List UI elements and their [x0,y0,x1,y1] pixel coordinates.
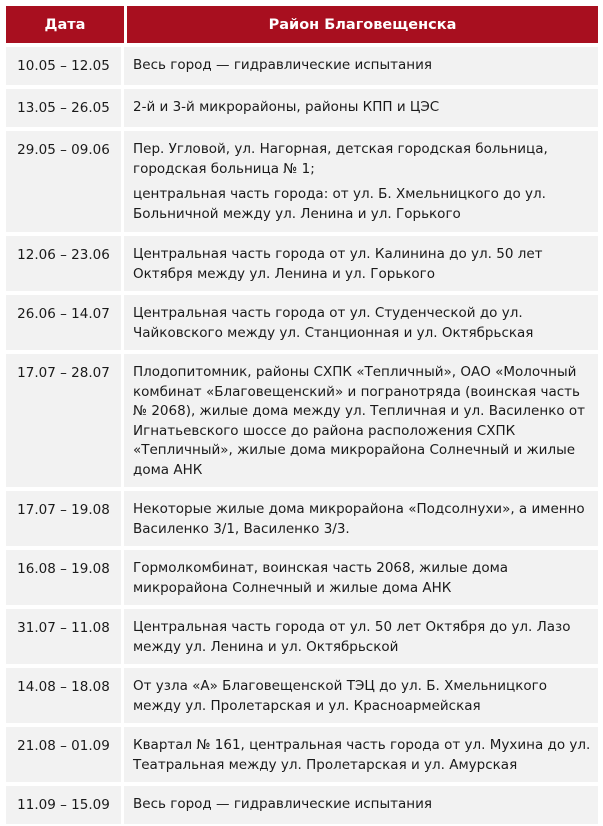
row-description-text: Центральная часть города от ул. Калинина до ул. 50 лет Октября между ул. Ленина и ул. Горького [133,246,543,282]
row-date: 11.09 – 15.09 [6,786,124,824]
row-description [124,491,598,546]
table-row [6,236,598,291]
row-date: 31.07 – 11.08 [6,609,124,664]
row-description-text: Весь город — гидравлические испытания [133,57,433,73]
row-description [124,609,598,664]
row-description [124,354,598,487]
row-date: 14.08 – 18.08 [6,668,124,723]
row-description-text: Весь город — гидравлические испытания [133,796,433,812]
table-row [6,491,598,546]
row-description [124,236,598,291]
row-date: 10.05 – 12.05 [6,47,124,85]
row-description [124,550,598,605]
row-description-text: Гормолкомбинат, воинская часть 2068, жилые дома микрорайона Солнечный и жилые дома АНК [133,560,509,596]
row-description [124,668,598,723]
row-description-text: центральная часть города: от ул. Б. Хмельницкого до ул. Больничной между ул. Ленина и ул. Горького [133,186,546,222]
row-description-text: Центральная часть города от ул. Студенческой до ул. Чайковского между ул. Станционная и ул. Октябрьская [133,305,534,341]
row-date: 12.06 – 23.06 [6,236,124,291]
row-date: 29.05 – 09.06 [6,131,124,232]
row-date: 17.07 – 19.08 [6,491,124,546]
table-row [6,727,598,782]
row-description-text: От узла «А» Благовещенской ТЭЦ до ул. Б. Хмельницкого между ул. Пролетарская и ул. Красноармейская [133,678,547,714]
row-description [124,47,598,85]
table-row [6,786,598,824]
header-date: Дата [6,6,127,43]
table-header [6,6,598,43]
table-row [6,609,598,664]
row-description-text: Некоторые жилые дома микрорайона «Подсолнухи», а именно Василенко 3/1, Василенко 3/3. [133,501,585,537]
row-description [124,295,598,350]
row-description-text: Плодопитомник, районы СХПК «Тепличный», ОАО «Молочный комбинат «Благовещенский» и погранотряда (воинская часть № 2068), жилые дома между ул. Тепличная и ул. Василенко от Игнатьевского шоссе до района расположения СХПК «Тепличный», жилые дома микрорайона Солнечный и жилые дома АНК [133,364,586,478]
row-description [124,727,598,782]
row-date: 17.07 – 28.07 [6,354,124,487]
table-row [6,47,598,85]
row-description-text: Центральная часть города от ул. 50 лет Октября до ул. Лазо между ул. Ленина и ул. Октябрьской [133,619,571,655]
table-row [6,550,598,605]
row-date: 26.06 – 14.07 [6,295,124,350]
header-district: Район Благовещенска [268,16,457,33]
row-description [124,786,598,824]
table-row [6,89,598,127]
row-date: 21.08 – 01.09 [6,727,124,782]
table-row [6,295,598,350]
table-row [6,668,598,723]
table-row [6,354,598,487]
table-body [6,47,598,824]
row-date: 16.08 – 19.08 [6,550,124,605]
row-date: 13.05 – 26.05 [6,89,124,127]
row-description [124,89,598,127]
table-row [6,131,598,232]
row-description-text: 2-й и 3-й микрорайоны, районы КПП и ЦЭС [133,99,440,115]
row-description-text: Квартал № 161, центральная часть города от ул. Мухина до ул. Театральная между ул. Пролетарская и ул. Амурская [133,737,591,773]
row-description [124,131,598,232]
row-description-text: Пер. Угловой, ул. Нагорная, детская городская больница, городская больница № 1; [133,141,548,177]
schedule-table [6,6,598,824]
